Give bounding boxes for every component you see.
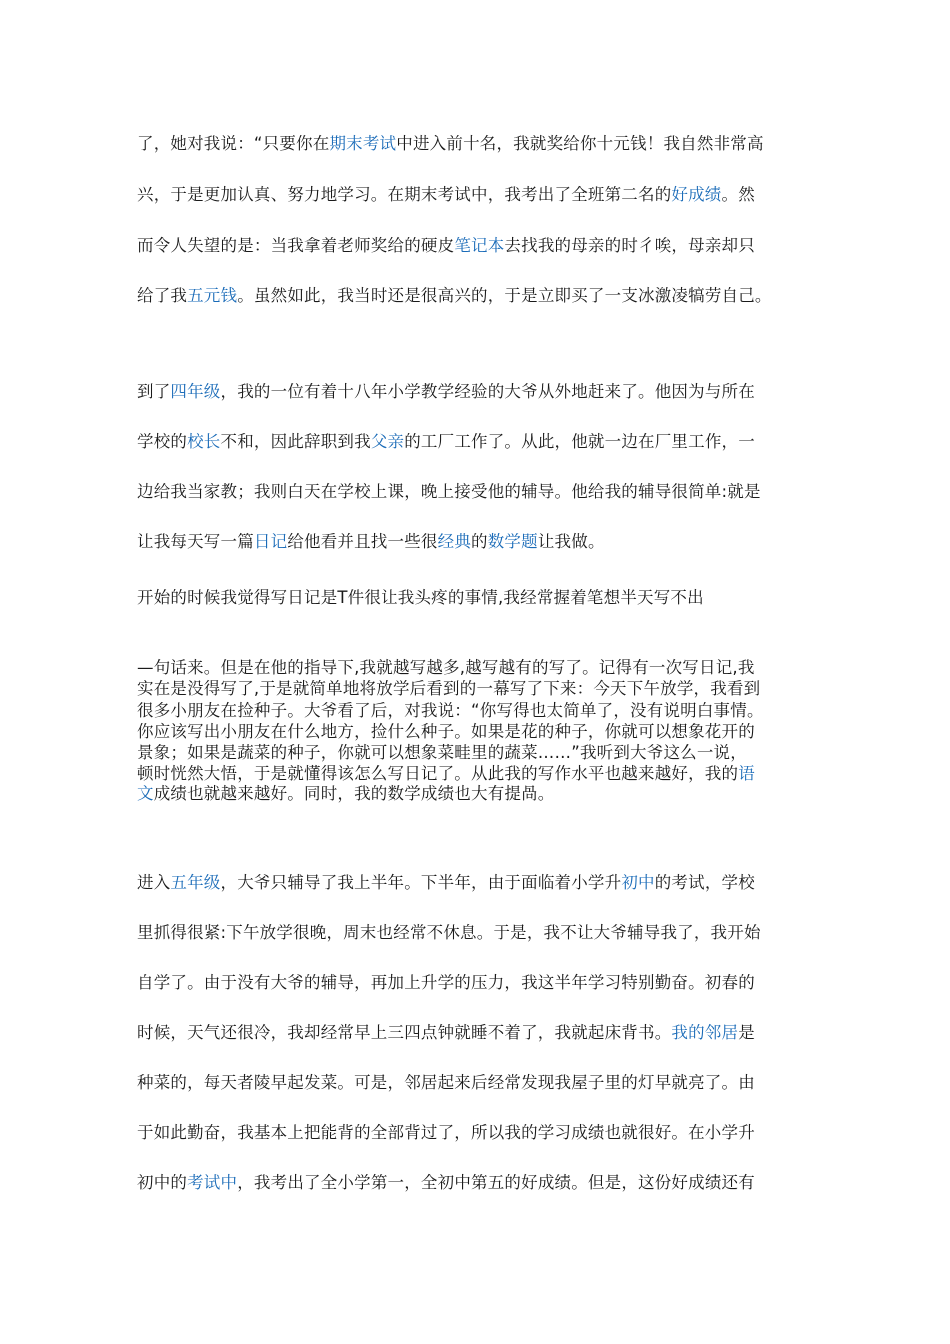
text-run: ，我的一位有着十八年小学教学经验的大爷从外地赶来了。他因为与所在 (220, 382, 755, 401)
text-line (137, 1169, 755, 1193)
text-run: 于如此勤奋，我基本上把能背的全部背过了，所以我的学习成绩也就很好。在小学升 (137, 1123, 755, 1142)
text-run: 初中的 (137, 1173, 188, 1192)
text-line (137, 232, 755, 256)
text-run: 种菜的，每天者陵早起发菜。可是，邻居起来后经常发现我屋子里的灯早就亮了。由 (137, 1073, 755, 1092)
keyword-link[interactable]: 考试中 (187, 1173, 238, 1192)
keyword-link[interactable]: 经典 (437, 532, 472, 551)
text-line (137, 478, 761, 502)
text-line (137, 919, 761, 943)
text-run: 让我每天写一篇 (137, 532, 254, 551)
text-run: 。然 (721, 185, 755, 204)
text-line (137, 675, 760, 699)
text-run: 去找我的母亲的时彳唉，母亲却只 (504, 236, 755, 255)
text-run: 时候，天气还很冷，我却经常早上三四点钟就睡不着了，我就起床背书。 (137, 1023, 672, 1042)
text-run: 里抓得很紧:下午放学很晚，周末也经常不休息。于是，我不让大爷辅导我了，我开始 (137, 923, 761, 942)
keyword-link[interactable]: 日记 (253, 532, 288, 551)
text-run: ，我考出了全小学第一，全初中第五的好成绩。但是，这份好成绩还有 (237, 1173, 755, 1192)
text-run: 的工厂工作了。从此，他就一边在厂里工作，一 (404, 432, 755, 451)
text-line (137, 378, 755, 402)
text-run: 了，她对我说：“只要你在 (137, 134, 330, 153)
text-line (137, 528, 605, 552)
text-run: 中进入前十名，我就奖给你十元钱！我自然非常高 (396, 134, 764, 153)
text-run: ，大爷只辅导了我上半年。下半年，由于面临着小学升 (220, 873, 622, 892)
text-run: 自学了。由于没有大爷的辅导，再加上升学的压力，我这半年学习特别勤奋。初春的 (137, 973, 755, 992)
keyword-link[interactable]: 语 (738, 764, 755, 783)
text-line (137, 780, 555, 804)
keyword-link[interactable]: 父亲 (370, 432, 405, 451)
text-run: 的 (471, 532, 488, 551)
keyword-link[interactable]: 五元钱 (187, 286, 238, 305)
keyword-link[interactable]: 期末考试 (329, 134, 397, 153)
keyword-link[interactable]: 我的邻居 (671, 1023, 739, 1042)
text-line (137, 428, 755, 452)
text-line (137, 869, 755, 893)
text-run: 的考试，学校 (654, 873, 755, 892)
text-run: 景象；如果是蔬菜的种子，你就可以想象菜畦里的蔬菜……”我听到大爷这么一说， (137, 743, 747, 762)
keyword-link[interactable]: 校长 (187, 432, 221, 451)
text-run: 进入 (137, 873, 171, 892)
text-run: 是 (738, 1023, 755, 1042)
text-run: 给他看并且找一些很 (287, 532, 438, 551)
text-run: —句话来。但是在他的指导下,我就越写越多,越写越有的写了。记得有一次写日记,我 (137, 658, 755, 677)
text-run: 你应该写出小朋友在什么地方，捡什么种子。如果是花的种子，你就可以想象花开的 (137, 722, 755, 741)
keyword-link[interactable]: 笔记本 (454, 236, 505, 255)
keyword-link[interactable]: 初中 (621, 873, 655, 892)
keyword-link[interactable]: 文 (137, 784, 154, 803)
text-run: 开始的时候我觉得写日记是T件很让我头疼的事情,我经常握着笔想半天写不出 (137, 588, 704, 607)
text-line (137, 1019, 755, 1043)
text-line (137, 969, 755, 993)
text-run: 顿时恍然大悟，于是就懂得该怎么写日记了。从此我的写作水平也越来越好，我的 (137, 764, 739, 783)
text-line (137, 1069, 755, 1093)
text-run: 成绩也就越来越好。同时，我的数学成绩也大有提咼。 (153, 784, 555, 803)
text-run: 。虽然如此，我当时还是很高兴的，于是立即买了一支冰激凌犒劳自己。 (237, 286, 772, 305)
text-run: 很多小朋友在捡种子。大爷看了后，对我说：“你写得也太简单了，没有说明白事情。 (137, 701, 764, 720)
text-run: 到了 (137, 382, 171, 401)
text-run: 兴，于是更加认真、努力地学习。在期末考试中，我考出了全班第二名的 (137, 185, 672, 204)
text-run: 不和，因此辞职到我 (220, 432, 371, 451)
text-run: 学校的 (137, 432, 188, 451)
text-line (137, 181, 755, 205)
keyword-link[interactable]: 五年级 (170, 873, 221, 892)
text-line (137, 1119, 755, 1143)
text-line (137, 130, 764, 154)
text-run: 让我做。 (537, 532, 605, 551)
text-run: 而令人失望的是：当我拿着老师奖给的硬皮 (137, 236, 455, 255)
text-run: 给了我 (137, 286, 188, 305)
text-line (137, 282, 772, 306)
text-line (137, 584, 704, 608)
keyword-link[interactable]: 数学题 (487, 532, 538, 551)
keyword-link[interactable]: 好成绩 (671, 185, 722, 204)
keyword-link[interactable]: 四年级 (170, 382, 221, 401)
text-run: 实在是没得写了,于是就简单地将放学后看到的一幕写了下来：今天下午放学，我看到 (137, 679, 761, 698)
text-run: 边给我当家教；我则白天在学校上课，晚上接受他的辅导。他给我的辅导很简单:就是 (137, 482, 761, 501)
